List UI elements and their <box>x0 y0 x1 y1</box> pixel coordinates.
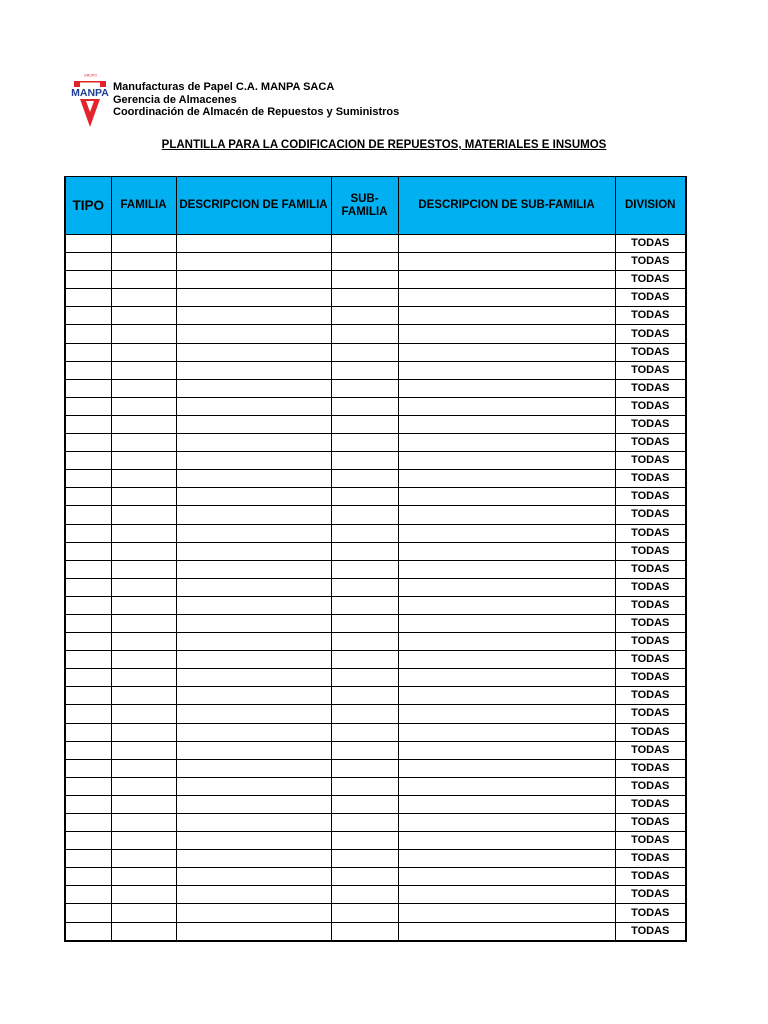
cell-descripcion-sub-familia[interactable] <box>398 361 615 379</box>
cell-division[interactable]: TODAS <box>615 271 686 289</box>
cell-sub-familia[interactable] <box>331 361 398 379</box>
cell-sub-familia[interactable] <box>331 470 398 488</box>
table-row <box>65 723 686 741</box>
cell-sub-familia[interactable] <box>331 415 398 433</box>
table-row <box>65 904 686 922</box>
cell-tipo[interactable] <box>65 578 111 596</box>
cell-familia[interactable] <box>111 850 176 868</box>
cell-tipo[interactable] <box>65 434 111 452</box>
cell-familia[interactable] <box>111 723 176 741</box>
cell-sub-familia[interactable] <box>331 235 398 253</box>
cell-tipo[interactable] <box>65 723 111 741</box>
cell-descripcion-familia[interactable] <box>176 361 331 379</box>
cell-division[interactable]: TODAS <box>615 361 686 379</box>
header-division: DIVISION <box>615 177 686 235</box>
cell-tipo[interactable] <box>65 886 111 904</box>
cell-sub-familia[interactable] <box>331 397 398 415</box>
cell-division[interactable]: TODAS <box>615 524 686 542</box>
cell-sub-familia[interactable] <box>331 542 398 560</box>
cell-division[interactable]: TODAS <box>615 488 686 506</box>
cell-sub-familia[interactable] <box>331 452 398 470</box>
cell-sub-familia[interactable] <box>331 741 398 759</box>
cell-descripcion-familia[interactable] <box>176 596 331 614</box>
table-row <box>65 235 686 253</box>
cell-division[interactable]: TODAS <box>615 705 686 723</box>
header-sub-familia: SUB-FAMILIA <box>331 177 398 235</box>
cell-familia[interactable] <box>111 687 176 705</box>
table-row <box>65 886 686 904</box>
cell-descripcion-sub-familia[interactable] <box>398 434 615 452</box>
cell-descripcion-sub-familia[interactable] <box>398 723 615 741</box>
cell-descripcion-sub-familia[interactable] <box>398 651 615 669</box>
table-row <box>65 633 686 651</box>
cell-descripcion-familia[interactable] <box>176 307 331 325</box>
cell-familia[interactable] <box>111 669 176 687</box>
cell-division[interactable]: TODAS <box>615 741 686 759</box>
cell-descripcion-sub-familia[interactable] <box>398 904 615 922</box>
cell-division[interactable]: TODAS <box>615 814 686 832</box>
cell-familia[interactable] <box>111 379 176 397</box>
cell-descripcion-sub-familia[interactable] <box>398 470 615 488</box>
cell-familia[interactable] <box>111 705 176 723</box>
cell-descripcion-familia[interactable] <box>176 741 331 759</box>
table-row <box>65 669 686 687</box>
table-row <box>65 253 686 271</box>
cell-division[interactable]: TODAS <box>615 922 686 941</box>
cell-sub-familia[interactable] <box>331 379 398 397</box>
cell-descripcion-familia[interactable] <box>176 343 331 361</box>
table-row <box>65 488 686 506</box>
table-row <box>65 759 686 777</box>
cell-familia[interactable] <box>111 506 176 524</box>
cell-descripcion-familia[interactable] <box>176 922 331 941</box>
cell-sub-familia[interactable] <box>331 651 398 669</box>
cell-descripcion-sub-familia[interactable] <box>398 506 615 524</box>
cell-tipo[interactable] <box>65 633 111 651</box>
cell-division[interactable]: TODAS <box>615 904 686 922</box>
cell-descripcion-familia[interactable] <box>176 253 331 271</box>
cell-descripcion-sub-familia[interactable] <box>398 271 615 289</box>
cell-tipo[interactable] <box>65 307 111 325</box>
cell-familia[interactable] <box>111 307 176 325</box>
cell-familia[interactable] <box>111 434 176 452</box>
cell-familia[interactable] <box>111 542 176 560</box>
cell-sub-familia[interactable] <box>331 614 398 632</box>
cell-descripcion-sub-familia[interactable] <box>398 524 615 542</box>
cell-descripcion-familia[interactable] <box>176 578 331 596</box>
cell-division[interactable]: TODAS <box>615 452 686 470</box>
cell-familia[interactable] <box>111 289 176 307</box>
cell-sub-familia[interactable] <box>331 596 398 614</box>
cell-division[interactable]: TODAS <box>615 253 686 271</box>
cell-sub-familia[interactable] <box>331 560 398 578</box>
cell-descripcion-familia[interactable] <box>176 325 331 343</box>
header-familia: FAMILIA <box>111 177 176 235</box>
cell-sub-familia[interactable] <box>331 904 398 922</box>
cell-tipo[interactable] <box>65 235 111 253</box>
cell-division[interactable]: TODAS <box>615 307 686 325</box>
cell-tipo[interactable] <box>65 850 111 868</box>
cell-familia[interactable] <box>111 868 176 886</box>
cell-descripcion-familia[interactable] <box>176 705 331 723</box>
cell-familia[interactable] <box>111 741 176 759</box>
company-department: Gerencia de Almacenes <box>113 93 237 106</box>
table-row <box>65 434 686 452</box>
company-section: Coordinación de Almacén de Repuestos y Suministros <box>113 106 400 118</box>
header-descripcion-sub-familia: DESCRIPCION DE SUB-FAMILIA <box>398 177 615 235</box>
cell-descripcion-sub-familia[interactable] <box>398 596 615 614</box>
cell-division[interactable]: TODAS <box>615 379 686 397</box>
table-row <box>65 307 686 325</box>
cell-division[interactable]: TODAS <box>615 235 686 253</box>
cell-sub-familia[interactable] <box>331 524 398 542</box>
cell-tipo[interactable] <box>65 868 111 886</box>
page-title: PLANTILLA PARA LA CODIFICACION DE REPUESTOS, MATERIALES E INSUMOS <box>161 139 607 151</box>
cell-division[interactable]: TODAS <box>615 470 686 488</box>
table-row <box>65 850 686 868</box>
table-row <box>65 922 686 941</box>
header-tipo: TIPO <box>65 177 111 235</box>
cell-descripcion-familia[interactable] <box>176 759 331 777</box>
cell-sub-familia[interactable] <box>331 271 398 289</box>
cell-descripcion-sub-familia[interactable] <box>398 687 615 705</box>
company-name: Manufacturas de Papel C.A. MANPA SACA <box>113 81 335 93</box>
cell-descripcion-familia[interactable] <box>176 379 331 397</box>
cell-tipo[interactable] <box>65 777 111 795</box>
cell-sub-familia[interactable] <box>331 723 398 741</box>
cell-descripcion-familia[interactable] <box>176 777 331 795</box>
cell-familia[interactable] <box>111 904 176 922</box>
cell-familia[interactable] <box>111 235 176 253</box>
cell-tipo[interactable] <box>65 904 111 922</box>
cell-division[interactable]: TODAS <box>615 596 686 614</box>
header-row <box>65 177 686 235</box>
cell-familia[interactable] <box>111 343 176 361</box>
table-row <box>65 524 686 542</box>
cell-sub-familia[interactable] <box>331 488 398 506</box>
table-row <box>65 542 686 560</box>
table-body <box>65 235 686 941</box>
cell-division[interactable]: TODAS <box>615 669 686 687</box>
cell-familia[interactable] <box>111 814 176 832</box>
cell-division[interactable]: TODAS <box>615 343 686 361</box>
codification-table <box>64 176 687 942</box>
cell-division[interactable]: TODAS <box>615 325 686 343</box>
cell-tipo[interactable] <box>65 596 111 614</box>
cell-descripcion-sub-familia[interactable] <box>398 325 615 343</box>
cell-descripcion-sub-familia[interactable] <box>398 307 615 325</box>
cell-familia[interactable] <box>111 795 176 813</box>
cell-tipo[interactable] <box>65 361 111 379</box>
cell-sub-familia[interactable] <box>331 850 398 868</box>
cell-familia[interactable] <box>111 397 176 415</box>
cell-descripcion-sub-familia[interactable] <box>398 777 615 795</box>
cell-familia[interactable] <box>111 271 176 289</box>
cell-descripcion-sub-familia[interactable] <box>398 289 615 307</box>
table-row <box>65 596 686 614</box>
cell-descripcion-familia[interactable] <box>176 271 331 289</box>
cell-tipo[interactable] <box>65 253 111 271</box>
cell-sub-familia[interactable] <box>331 759 398 777</box>
cell-tipo[interactable] <box>65 452 111 470</box>
table-row <box>65 289 686 307</box>
table-row <box>65 651 686 669</box>
cell-tipo[interactable] <box>65 651 111 669</box>
cell-descripcion-sub-familia[interactable] <box>398 379 615 397</box>
cell-tipo[interactable] <box>65 795 111 813</box>
cell-familia[interactable] <box>111 578 176 596</box>
cell-tipo[interactable] <box>65 343 111 361</box>
cell-sub-familia[interactable] <box>331 343 398 361</box>
table-row <box>65 325 686 343</box>
cell-tipo[interactable] <box>65 705 111 723</box>
cell-tipo[interactable] <box>65 325 111 343</box>
cell-descripcion-sub-familia[interactable] <box>398 578 615 596</box>
cell-descripcion-familia[interactable] <box>176 850 331 868</box>
cell-descripcion-familia[interactable] <box>176 560 331 578</box>
cell-division[interactable]: TODAS <box>615 723 686 741</box>
cell-sub-familia[interactable] <box>331 253 398 271</box>
cell-division[interactable]: TODAS <box>615 434 686 452</box>
cell-sub-familia[interactable] <box>331 922 398 941</box>
cell-descripcion-familia[interactable] <box>176 904 331 922</box>
cell-sub-familia[interactable] <box>331 289 398 307</box>
company-info <box>113 81 399 119</box>
logo-text: MANPA <box>71 87 109 99</box>
cell-descripcion-familia[interactable] <box>176 669 331 687</box>
cell-descripcion-familia[interactable] <box>176 886 331 904</box>
cell-familia[interactable] <box>111 614 176 632</box>
cell-familia[interactable] <box>111 633 176 651</box>
cell-descripcion-familia[interactable] <box>176 633 331 651</box>
table-row <box>65 271 686 289</box>
cell-tipo[interactable] <box>65 379 111 397</box>
cell-sub-familia[interactable] <box>331 434 398 452</box>
cell-tipo[interactable] <box>65 415 111 433</box>
cell-descripcion-sub-familia[interactable] <box>398 669 615 687</box>
cell-descripcion-familia[interactable] <box>176 397 331 415</box>
cell-descripcion-familia[interactable] <box>176 235 331 253</box>
table-row <box>65 614 686 632</box>
cell-division[interactable]: TODAS <box>615 795 686 813</box>
cell-division[interactable]: TODAS <box>615 850 686 868</box>
cell-descripcion-sub-familia[interactable] <box>398 542 615 560</box>
cell-descripcion-sub-familia[interactable] <box>398 560 615 578</box>
cell-tipo[interactable] <box>65 814 111 832</box>
cell-descripcion-familia[interactable] <box>176 868 331 886</box>
cell-descripcion-familia[interactable] <box>176 506 331 524</box>
cell-division[interactable]: TODAS <box>615 687 686 705</box>
cell-descripcion-sub-familia[interactable] <box>398 253 615 271</box>
cell-division[interactable]: TODAS <box>615 542 686 560</box>
cell-descripcion-sub-familia[interactable] <box>398 759 615 777</box>
cell-division[interactable]: TODAS <box>615 560 686 578</box>
cell-familia[interactable] <box>111 325 176 343</box>
cell-sub-familia[interactable] <box>331 325 398 343</box>
cell-tipo[interactable] <box>65 922 111 941</box>
table-row <box>65 343 686 361</box>
cell-sub-familia[interactable] <box>331 886 398 904</box>
cell-familia[interactable] <box>111 470 176 488</box>
cell-tipo[interactable] <box>65 271 111 289</box>
cell-descripcion-sub-familia[interactable] <box>398 832 615 850</box>
cell-familia[interactable] <box>111 488 176 506</box>
cell-descripcion-familia[interactable] <box>176 651 331 669</box>
cell-descripcion-familia[interactable] <box>176 614 331 632</box>
cell-descripcion-familia[interactable] <box>176 524 331 542</box>
cell-division[interactable]: TODAS <box>615 415 686 433</box>
cell-familia[interactable] <box>111 651 176 669</box>
cell-descripcion-familia[interactable] <box>176 814 331 832</box>
cell-familia[interactable] <box>111 922 176 941</box>
cell-division[interactable]: TODAS <box>615 832 686 850</box>
cell-tipo[interactable] <box>65 488 111 506</box>
cell-tipo[interactable] <box>65 741 111 759</box>
cell-tipo[interactable] <box>65 614 111 632</box>
table-row <box>65 741 686 759</box>
cell-division[interactable]: TODAS <box>615 614 686 632</box>
table-row <box>65 705 686 723</box>
cell-division[interactable]: TODAS <box>615 651 686 669</box>
cell-descripcion-sub-familia[interactable] <box>398 397 615 415</box>
cell-division[interactable]: TODAS <box>615 868 686 886</box>
table-row <box>65 506 686 524</box>
cell-descripcion-familia[interactable] <box>176 542 331 560</box>
cell-descripcion-familia[interactable] <box>176 289 331 307</box>
cell-familia[interactable] <box>111 777 176 795</box>
cell-tipo[interactable] <box>65 687 111 705</box>
cell-descripcion-sub-familia[interactable] <box>398 850 615 868</box>
cell-descripcion-familia[interactable] <box>176 434 331 452</box>
cell-descripcion-familia[interactable] <box>176 452 331 470</box>
cell-sub-familia[interactable] <box>331 868 398 886</box>
cell-tipo[interactable] <box>65 470 111 488</box>
cell-descripcion-sub-familia[interactable] <box>398 705 615 723</box>
cell-descripcion-familia[interactable] <box>176 832 331 850</box>
cell-tipo[interactable] <box>65 397 111 415</box>
cell-descripcion-sub-familia[interactable] <box>398 795 615 813</box>
cell-descripcion-sub-familia[interactable] <box>398 235 615 253</box>
table-row <box>65 777 686 795</box>
cell-sub-familia[interactable] <box>331 687 398 705</box>
cell-familia[interactable] <box>111 253 176 271</box>
cell-tipo[interactable] <box>65 524 111 542</box>
cell-familia[interactable] <box>111 452 176 470</box>
cell-division[interactable]: TODAS <box>615 886 686 904</box>
cell-descripcion-sub-familia[interactable] <box>398 868 615 886</box>
cell-tipo[interactable] <box>65 506 111 524</box>
cell-descripcion-sub-familia[interactable] <box>398 814 615 832</box>
cell-descripcion-familia[interactable] <box>176 488 331 506</box>
cell-descripcion-sub-familia[interactable] <box>398 343 615 361</box>
cell-sub-familia[interactable] <box>331 578 398 596</box>
table-row <box>65 795 686 813</box>
cell-familia[interactable] <box>111 415 176 433</box>
cell-familia[interactable] <box>111 759 176 777</box>
cell-sub-familia[interactable] <box>331 633 398 651</box>
cell-sub-familia[interactable] <box>331 506 398 524</box>
cell-division[interactable]: TODAS <box>615 506 686 524</box>
cell-descripcion-familia[interactable] <box>176 795 331 813</box>
cell-descripcion-familia[interactable] <box>176 470 331 488</box>
cell-division[interactable]: TODAS <box>615 777 686 795</box>
cell-descripcion-sub-familia[interactable] <box>398 741 615 759</box>
cell-descripcion-sub-familia[interactable] <box>398 886 615 904</box>
manpa-logo <box>70 72 110 130</box>
cell-descripcion-sub-familia[interactable] <box>398 415 615 433</box>
cell-tipo[interactable] <box>65 560 111 578</box>
cell-division[interactable]: TODAS <box>615 578 686 596</box>
table-row <box>65 560 686 578</box>
cell-descripcion-sub-familia[interactable] <box>398 488 615 506</box>
cell-sub-familia[interactable] <box>331 832 398 850</box>
header-descripcion-familia: DESCRIPCION DE FAMILIA <box>176 177 331 235</box>
cell-division[interactable]: TODAS <box>615 633 686 651</box>
cell-division[interactable]: TODAS <box>615 759 686 777</box>
cell-tipo[interactable] <box>65 542 111 560</box>
cell-descripcion-familia[interactable] <box>176 415 331 433</box>
cell-tipo[interactable] <box>65 759 111 777</box>
table-row <box>65 379 686 397</box>
table-row <box>65 687 686 705</box>
cell-descripcion-sub-familia[interactable] <box>398 614 615 632</box>
cell-tipo[interactable] <box>65 289 111 307</box>
cell-familia[interactable] <box>111 886 176 904</box>
cell-division[interactable]: TODAS <box>615 397 686 415</box>
cell-sub-familia[interactable] <box>331 795 398 813</box>
cell-sub-familia[interactable] <box>331 814 398 832</box>
cell-descripcion-sub-familia[interactable] <box>398 633 615 651</box>
cell-descripcion-familia[interactable] <box>176 687 331 705</box>
logo-small-text: GRUPO <box>84 73 97 78</box>
cell-familia[interactable] <box>111 596 176 614</box>
table-row <box>65 578 686 596</box>
cell-sub-familia[interactable] <box>331 669 398 687</box>
cell-sub-familia[interactable] <box>331 777 398 795</box>
cell-familia[interactable] <box>111 832 176 850</box>
table-row <box>65 814 686 832</box>
table-row <box>65 470 686 488</box>
cell-familia[interactable] <box>111 361 176 379</box>
cell-sub-familia[interactable] <box>331 307 398 325</box>
cell-sub-familia[interactable] <box>331 705 398 723</box>
table-row <box>65 452 686 470</box>
table-row <box>65 868 686 886</box>
cell-tipo[interactable] <box>65 832 111 850</box>
table-row <box>65 832 686 850</box>
cell-familia[interactable] <box>111 560 176 578</box>
table-row <box>65 415 686 433</box>
cell-descripcion-familia[interactable] <box>176 723 331 741</box>
cell-division[interactable]: TODAS <box>615 289 686 307</box>
cell-tipo[interactable] <box>65 669 111 687</box>
cell-familia[interactable] <box>111 524 176 542</box>
cell-descripcion-sub-familia[interactable] <box>398 452 615 470</box>
table-row <box>65 361 686 379</box>
table-row <box>65 397 686 415</box>
cell-descripcion-sub-familia[interactable] <box>398 922 615 941</box>
